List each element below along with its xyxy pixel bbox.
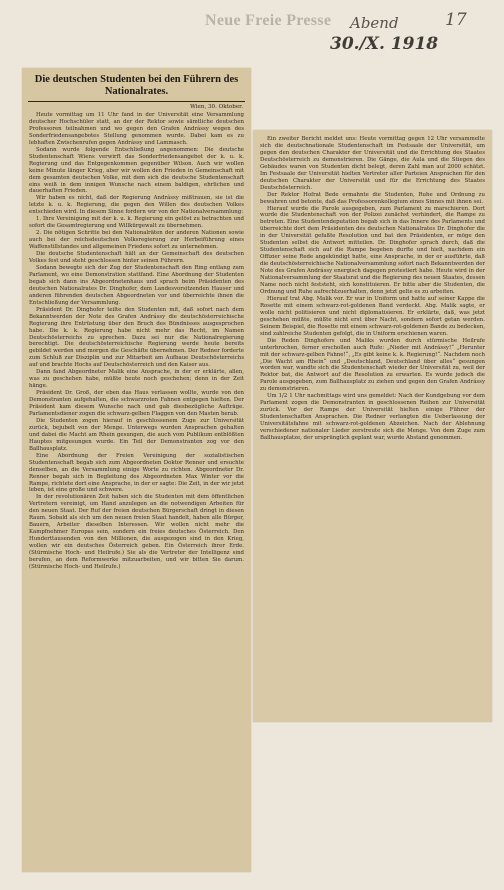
headline-line-2: Nationalrates. — [104, 86, 169, 97]
clipping-left-column — [22, 68, 251, 872]
article-dateline: Wien, 30. Oktober. — [190, 104, 243, 110]
paragraph: 2. Die nötigen Schritte bei den Nationalräten der anderen Nationen sowie auch bei der reichsdeutschen Volksregierung zur Herbeiführung eines Waffenstillstandes und allgemeinen Friedens sofort zu unternehmen. — [29, 230, 244, 251]
paragraph: In der revolutionären Zeit haben sich die Studenten mit dem öffentlichen Vertretern vereinigt, um Hand anzulegen an die notwendigen Arbeiten für den neuen Staat. Der Ruf der freien deutschen Bürgerschaft dringt in diesen Raum. Sobald als sich um den neuen freien Staat handelt, haben alle Bürger, Bauern, Arbeiter dieselben Interessen. Wir wollen nicht mehr die Kampfnehmer Europas sein, sondern ein freies deutsches Österreich. Den Hunderttausenden von den Millionen, die ausgezogen sind in den Krieg, wollen wir ein deutsches Österreich geben. Ein Österreich ihrer Erde. (Stürmische Hoch- und Heilrufe.) Sie als die Vertreter der Intelligenz sind berufen, an dem Reformwerke mitzuarbeiten, und wir bitten Sie darum. (Stürmische Hoch- und Heilrufe.) — [29, 494, 244, 570]
paragraph: Der Rektor Hofrat Bede ermahnte die Studenten, Ruhe und Ordnung zu bewahren und betonte, daß das Professorenkollegium eines Sinnes mit ihnen sei. — [260, 191, 485, 205]
paragraph: Präsident Dr. Groß, der eben das Haus verlassen wollte, wurde von den Demonstranten aufgehalten, die schwarzroten Fahnen entgegen hielten. Der Präsident kam diesem Wunsche nach und gab diesbezügliche Aufträge. Parlamentsdiener zogen die schwarz-gelben Flaggen von den Masten herab. — [29, 390, 244, 417]
clipping-right-column — [253, 130, 492, 722]
paragraph: Eine Abordnung der Freien Vereinigung der sozialistischen Studentenschaft begab sich zum Abgeordneten Doktor Renner und ersuchte denselben, an die Versammlung einige Worte zu richten. Abgeordneter Dr. Renner begab sich in Begleitung des Abgeordneten Max Winter vor die Rampe, richtete dort eine Ansprache, in der er sagte: Die Zeit, in der wir jetzt leben, ist eine große und schwere. — [29, 452, 244, 494]
left-column-text — [29, 112, 244, 571]
headline-line-1: Die deutschen Studenten bei den Führern des — [34, 74, 239, 85]
paragraph: Um 1/2 1 Uhr nachmittags wird uns gemeldet: Nach der Kundgebung vor dem Parlament zogen die Demonstranten in geschlossenen Reihen zur Universität zurück. Vor der Rampe der Universität hielten einige Führer der Studentenschaften Ansprachen. Die Redner verlangten die Ueberlassung der Universitätsfahne mit schwarz-rot-goldenen Abzeichen. Nach der Ablehnung verschiedener nationaler Lieder zerstreute sich die Menge. Von dem Zuge zum Ballhausplatze, der ursprünglich geplant war, wurde Abstand genommen. — [260, 393, 485, 441]
article-headline — [28, 74, 245, 102]
paragraph: 1. Ihre Vereinigung mit der k. u. k. Regierung ein gelöst zu betrachten und sofort die Gesamtregierung und Willkürgewalt zu übernehmen. — [29, 216, 244, 230]
right-column-text — [260, 136, 485, 442]
paragraph: Die Reden Dinghofers und Maliks wurden durch stürmische Heilrufe unterbrochen, ferner erschollen auch Rufe: „Nieder mit Andrássy!“ „Herunter mit der schwarz-gelben Fahne!“, „Es gibt keine k. k. Regierung!“. Nachdem noch „Die Wacht am Rhein“ und „Deutschland, Deutschland über alles“ gesungen worden war, wandte sich die Studentenschaft wieder der Universität zu, weil der Rektor bat, die Antwort auf die Resolution zu erwarten. Es wurde jedoch die Parole ausgegeben, zum Ballhausplatz zu ziehen und gegen den Grafen Andrássy zu demonstrieren. — [260, 337, 485, 393]
handwritten-source-note: Abend — [350, 14, 399, 32]
paragraph: Die Studenten zogen hierauf in geschlossenem Zuge zur Universität zurück, bejubelt von der Menge. Unterwegs wurden Ansprachen gehalten und dabei die Macht am Rhein gesungen, die auch vom Publikum entblößten Hauptes mitgesungen wurde. Ein Teil der Demonstranten zog vor den Ballhausplatz. — [29, 417, 244, 452]
paragraph: Hierauf trat Abg. Malik vor. Er war in Uniform und hatte auf seiner Kappe die Rosette mit einem schwarz-rot-goldenen Band verdeckt. Abg. Malik sagte, er wolle nicht politisieren und nicht diplomatisieren. Er erklärte, daß, was jetzt geschehen müßte, müßte nicht erst über Nacht, sondern sofort getan werden. Seinem Beispiel, die Rosette mit einem schwarz-rot-goldenen Bande zu bedecken, sind zahlreiche Studenten gefolgt, die in Uniform erschienen waren. — [260, 295, 485, 337]
paragraph: Dann fand Abgeordneter Malik eine Ansprache, in der er erklärte, allen, was zu geschehen habe, müßte heute noch geschehen; denn in der Zeit hänge. — [29, 369, 244, 390]
newspaper-masthead-stamp: Neue Freie Presse — [205, 12, 332, 29]
paragraph: Sodann wurde folgende Entschließung angenommen: Die deutsche Studentenschaft Wiens verwirft das Sonderfriedensangebot der k. u. k. Regierung und das Entgegenkommen gegenüber Wilson. Auch wir wollen keine Minute länger Krieg, aber wir wollen den Frieden in Gemeinschaft mit dem gesamten deutschen Volke, mit dem sich die deutsche Studentenschaft eins weiß in dem innigen Wunsche nach einem baldigen, ehrlichen und dauerhaften Frieden. — [29, 146, 244, 195]
paragraph: Hierauf wurde die Parole ausgegeben, zum Parlament zu marschieren. Dort wurde die Studentenschaft von der Polizei zunächst verhindert, die Rampe zu betreten. Eine Studentendeputation begab sich in das Innere des Parlaments und überreichte dort dem Präsidenten des deutschen Nationalrates Dr. Dinghofer die in der Universität gefaßte Resolution und bat den Präsidenten, er möge den Studenten selbst die Antwort mitteilen. Dr. Dinghofer sprach durch, daß die Studentenschaft sich auf die Rampe begeben durfte und hielt, nachdem ein Offizier seine Rede angekündigt hatte, eine Ansprache, in der er ausführte, daß die deutschösterreichische Nationalversammlung sofort nach Bekanntwerden der Note des Grafen Andrássy energisch dagegen protestiert habe. Heute wird in der Nationalversammlung der Staatsrat und die Regierung des neuen Staates, dessen Name noch nicht feststeht, sich konstituieren. Er bitte aber die Studenten, die Ordnung und Ruhe aufrechtzuerhalten, denn jetzt gelte es zu arbeiten. — [260, 205, 485, 295]
paragraph: Präsident Dr. Dinghofer teilte den Studenten mit, daß sofort nach dem Bekanntwerden der Note des Grafen Andrássy die deutschösterreichische Regierung ihre Entrüstung über den Bruch des Bündnisses ausgesprochen habe. Die k. k. Regierung habe nicht mehr das Recht, im Namen Deutschösterreichs zu sprechen. Dazu sei nur die Nationalregierung berechtigt. Die deutschösterreichische Regierung werde heute bereits gebildet werden und morgen die Geschäfte übernehmen. Der Redner forderte zum Schluß zur Disziplin und zur Mitarbeit am Aufbaue Deutschösterreichs auf und brachte Hochs auf Deutschösterreich und den Kaiser aus. — [29, 306, 244, 369]
paragraph: Wir haben es nicht, daß der Regierung Andrássy mißtrauen, sie ist die letzte k. u. k. Regierung, die gegen den Willen des deutschen Volkes entschieden wird. In diesem Sinne fordern wir von der Nationalversammlung: — [29, 195, 244, 216]
paragraph: Heute vormittag um 11 Uhr fand in der Universität eine Versammlung deutscher Hochschüler statt, an der der Rektor sowie sämtliche deutschen Professoren teilnahmen und wo gegen den Grafen Andrássy wegen des Sonderfriedensangebotes Stellung genommen wurde. Dabei kam es zu lebhaften Zwischenrufen gegen Andrássy und Lammasch. — [29, 112, 244, 146]
paragraph: Die deutsche Studentenschaft hält an der Gemeinschaft des deutschen Volkes fest und steht geschlossen hinter seinen Führern. — [29, 251, 244, 265]
paragraph: Sodann bewegte sich der Zug der Studentenschaft den Ring entlang zum Parlament, wo eine Demonstration stattfand. Eine Abordnung der Studenten begab sich dann ins Abgeordnetenhaus und sprach beim Präsidenten des deutschen Nationalrates Dr. Dinghofer, dem Landesvorsitzenden Hauser und anderen führenden deutschen Abgeordneten vor und überreichte ihnen die Entschließung der Versammlung. — [29, 264, 244, 306]
handwritten-number: 17 — [445, 10, 467, 30]
paragraph: Ein zweiter Bericht meldet uns: Heute vormittag gegen 12 Uhr versammelte sich die deutschnationale Studentenschaft im Festsaale der Universität, um gegen den deutschen Charakter der Universität und die Errichtung des Staates Deutschösterreich zu demonstrieren. Die Gänge, die Aula und die Stiegen des Gebäudes waren von Studenten dicht belegt, deren Zahl man auf 2000 schätzt. Im Festsaale der Universität hielten Vertreter aller Parteien Ansprachen für den deutschen Charakter der Universität und für die Errichtung des Staates Deutschösterreich. — [260, 136, 485, 191]
handwritten-date: 30./X. 1918 — [330, 34, 439, 54]
